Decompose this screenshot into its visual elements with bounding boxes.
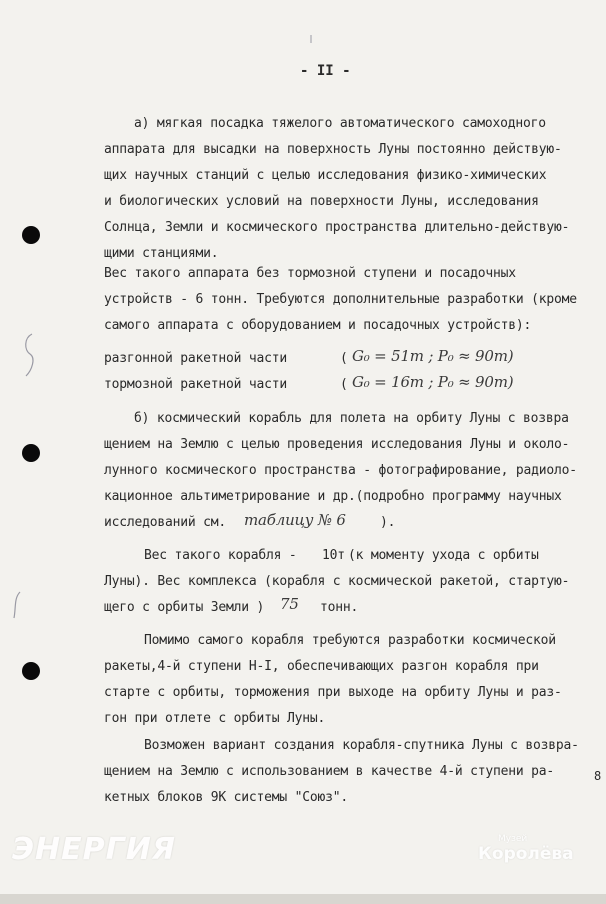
text-line: тонн. <box>320 600 359 615</box>
text-line: Возможен вариант создания корабля-спутника Луны с возвра- <box>144 738 579 753</box>
text-line: исследований см. <box>104 515 227 530</box>
margin-note: 8 <box>594 769 602 783</box>
museum-logo-top: Музей <box>498 834 528 844</box>
handwritten-weight: 75 <box>280 595 299 613</box>
weight-value: 10т <box>322 548 345 563</box>
text-line: Луны). Вес комплекса (корабля с космической ракетой, стартую- <box>104 574 570 589</box>
text-line: гон при отлете с орбиты Луны. <box>104 711 326 726</box>
text-line: устройств - 6 тонн. Требуются дополнительные разработки (кроме <box>104 292 577 307</box>
text-line: (к моменту ухода с орбиты <box>348 548 539 563</box>
text-line: щими станциями. <box>104 246 219 261</box>
text-line: ракеты,4-й ступени Н-I, обеспечивающих разгон корабля при <box>104 659 539 674</box>
punch-hole-icon <box>22 662 40 680</box>
punch-hole-icon <box>22 444 40 462</box>
text-line: Вес такого корабля - <box>144 548 297 563</box>
text-line: кационное альтиметрирование и др.(подробно программу научных <box>104 489 562 504</box>
text-line: и биологических условий на поверхности Луны, исследования <box>104 194 539 209</box>
text-line: б) космический корабль для полета на орбиту Луны с возвра <box>134 411 569 426</box>
text-line: щих научных станций с целью исследования физико-химических <box>104 168 547 183</box>
punch-hole-icon <box>22 226 40 244</box>
text-line: ). <box>380 515 396 530</box>
text-line: кетных блоков 9К системы "Союз". <box>104 790 349 805</box>
energia-logo: ЭНЕРГИЯ <box>12 832 176 867</box>
pen-mark-icon <box>305 34 317 46</box>
text-line: Вес такого аппарата без тормозной ступени и посадочных <box>104 266 516 281</box>
text-line: щего с орбиты Земли ) <box>104 600 265 615</box>
pen-mark-icon <box>18 330 42 380</box>
text-line: щением на Землю с целью проведения исследования Луны и около- <box>104 437 570 452</box>
handwritten-table-ref: таблицу № 6 <box>244 511 346 529</box>
stage-formula: G₀ = 16т ; P₀ ≈ 90т) <box>352 373 514 391</box>
scan-edge <box>0 894 606 904</box>
text-line: а) мягкая посадка тяжелого автоматического самоходного <box>134 116 546 131</box>
pen-mark-icon <box>8 590 28 620</box>
museum-logo <box>478 834 574 864</box>
text-line: старте с орбиты, торможения при выходе на орбиту Луны и раз- <box>104 685 562 700</box>
text-line: Солнца, Земли и космического пространства длительно-действую- <box>104 220 570 235</box>
text-line: лунного космического пространства - фотографирование, радиоло- <box>104 463 577 478</box>
text-line: щением на Землю с использованием в качестве 4-й ступени ра- <box>104 764 554 779</box>
text-line: самого аппарата с оборудованием и посадочных устройств): <box>104 318 532 333</box>
text-line: аппарата для высадки на поверхность Луны постоянно действую- <box>104 142 562 157</box>
stage-bracket: ( <box>340 377 348 392</box>
stage-bracket: ( <box>340 351 348 366</box>
stage-label: тормозной ракетной части <box>104 377 288 392</box>
text-line: Помимо самого корабля требуются разработки космической <box>144 633 556 648</box>
page-number: - II - <box>300 63 351 79</box>
stage-formula: G₀ = 51т ; P₀ ≈ 90т) <box>352 347 514 365</box>
museum-logo-bottom: Королёва <box>478 844 574 864</box>
stage-label: разгонной ракетной части <box>104 351 288 366</box>
